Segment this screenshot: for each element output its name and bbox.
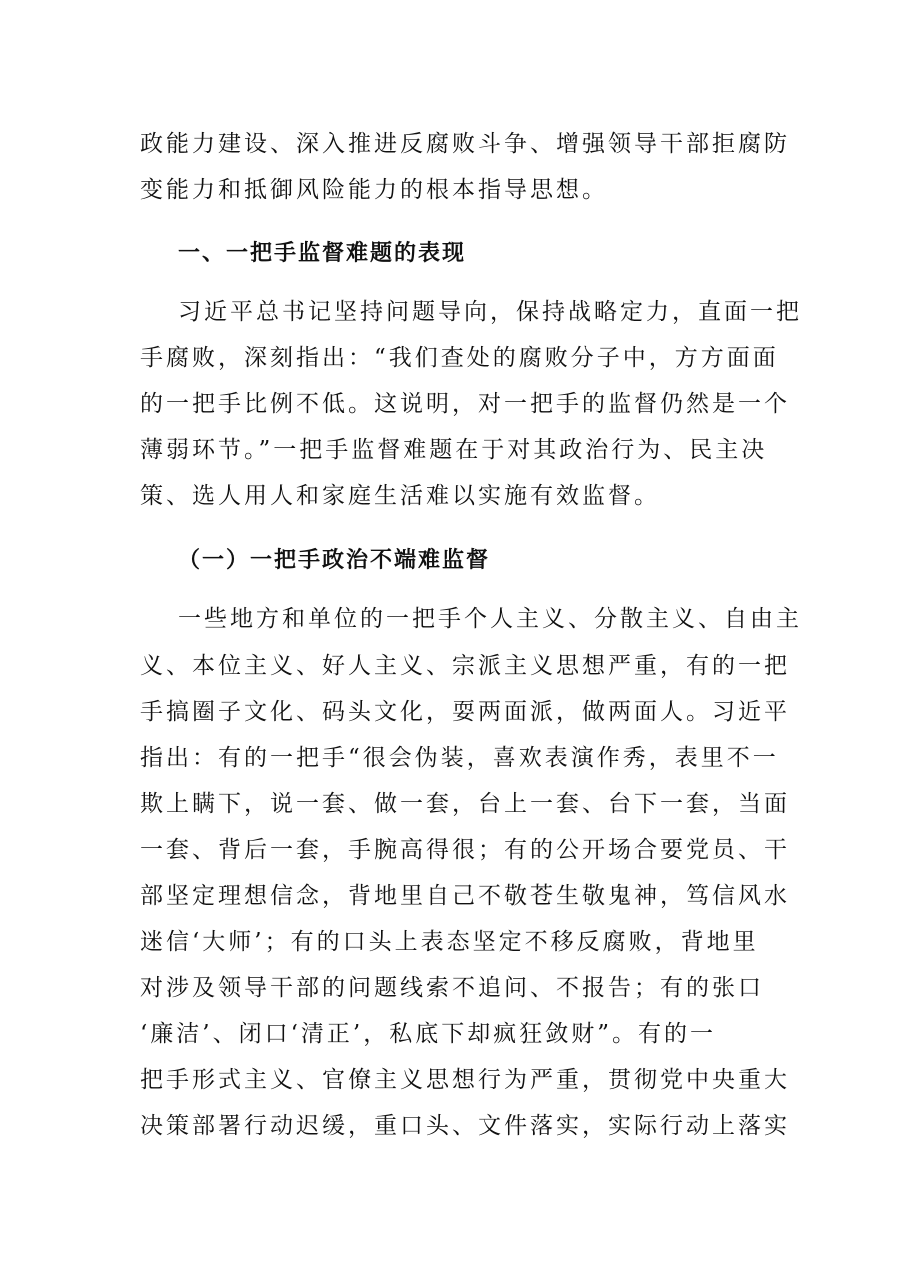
text-line: 决策部署行动迟缓，重口头、文件落实，实际行动上落实 — [140, 1113, 790, 1139]
text-line: 指出：有的一把手“很会伪装，喜欢表演作秀，表里不一 — [140, 745, 779, 771]
text-line: 变能力和抵御风险能力的根本指导思想。 — [140, 177, 608, 203]
paragraph-first-line: 一些地方和单位的一把手个人主义、分散主义、自由主 — [178, 606, 802, 632]
text-line: 的一把手比例不低。这说明，对一把手的监督仍然是一个 — [140, 391, 790, 417]
text-line: 手搞圈子文化、码头文化，耍两面派，做两面人。习近平 — [140, 699, 790, 725]
subsection-heading: （一）一把手政治不端难监督 — [178, 548, 491, 573]
text-line: 义、本位主义、好人主义、宗派主义思想严重，有的一把 — [140, 653, 790, 679]
paragraph-first-line: 习近平总书记坚持问题导向，保持战略定力，直面一把 — [178, 299, 802, 325]
text-line: ‘廉洁’、闭口‘清正’，私底下却疯狂敛财”。有的一 — [140, 1021, 717, 1047]
text-line: 把手形式主义、官僚主义思想行为严重，贯彻党中央重大 — [140, 1067, 790, 1093]
text-line: 迷信‘大师’；有的口头上表态坚定不移反腐败，背地里 — [140, 929, 759, 955]
text-line: 策、选人用人和家庭生活难以实施有效监督。 — [140, 483, 660, 509]
text-line: 政能力建设、深入推进反腐败斗争、增强领导干部拒腐防 — [140, 131, 790, 157]
text-line: 对涉及领导干部的问题线索不追问、不报告；有的张口 — [140, 975, 764, 1001]
text-line: 部坚定理想信念，背地里自己不敬苍生敬鬼神，笃信风水 — [140, 883, 790, 909]
text-line: 手腐败，深刻指出：“我们查处的腐败分子中，方方面面 — [140, 345, 779, 371]
text-line: 薄弱环节。”一把手监督难题在于对其政治行为、民主决 — [140, 437, 768, 463]
text-line: 一套、背后一套，手腕高得很；有的公开场合要党员、干 — [140, 837, 790, 863]
text-line: 欺上瞒下，说一套、做一套，台上一套、台下一套，当面 — [140, 791, 790, 817]
section-heading: 一、一把手监督难题的表现 — [178, 241, 467, 266]
